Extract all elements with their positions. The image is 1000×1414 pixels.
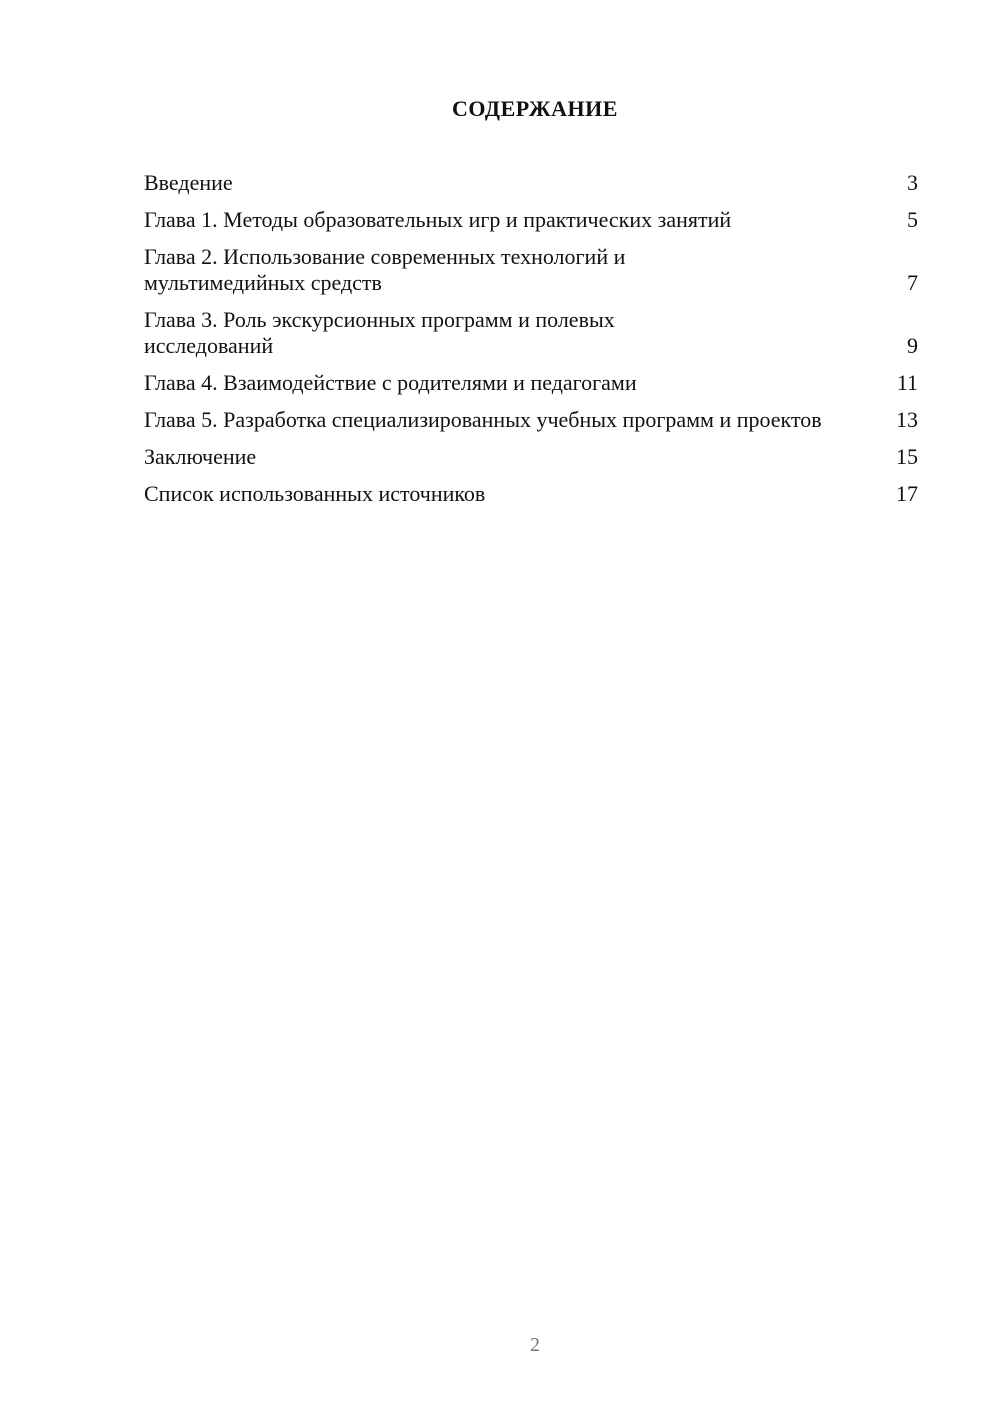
toc-entry-chapter-1 [144, 207, 918, 233]
toc-entry-references [144, 481, 918, 507]
page-number: 2 [530, 1334, 540, 1356]
toc-entry-chapter-2 [144, 244, 918, 296]
toc-entry-title: Введение [144, 170, 233, 195]
toc-entry-page: 7 [907, 270, 918, 295]
toc-entry-title: Глава 3. Роль экскурсионных программ и полевых исследований [144, 307, 615, 358]
toc-entry-chapter-4 [144, 370, 918, 396]
toc-entry-chapter-5 [144, 407, 918, 433]
toc-entry-conclusion [144, 444, 918, 470]
toc-entry-title: Глава 2. Использование современных технологий и мультимедийных средств [144, 244, 626, 295]
toc-entry-page: 15 [896, 444, 918, 469]
toc-entry-page: 13 [896, 407, 918, 432]
toc-entry-page: 11 [896, 370, 918, 395]
toc-entry-chapter-3 [144, 307, 918, 359]
toc-entry-page: 17 [896, 481, 918, 506]
toc-entry-page: 5 [907, 207, 918, 232]
toc-entry-title: Глава 5. Разработка специализированных учебных программ и проектов [144, 407, 822, 432]
toc-entry-title: Список использованных источников [144, 481, 486, 506]
toc-entry-title: Заключение [144, 444, 257, 469]
toc-entry-title: Глава 4. Взаимодействие с родителями и педагогами [144, 370, 637, 395]
toc-entry-page: 3 [907, 170, 918, 195]
toc-heading: СОДЕРЖАНИЕ [452, 96, 618, 121]
toc-entry-page: 9 [907, 333, 918, 358]
table-of-contents [144, 170, 918, 518]
toc-entry-title: Глава 1. Методы образовательных игр и практических занятий [144, 207, 732, 232]
toc-entry-introduction [144, 170, 918, 196]
